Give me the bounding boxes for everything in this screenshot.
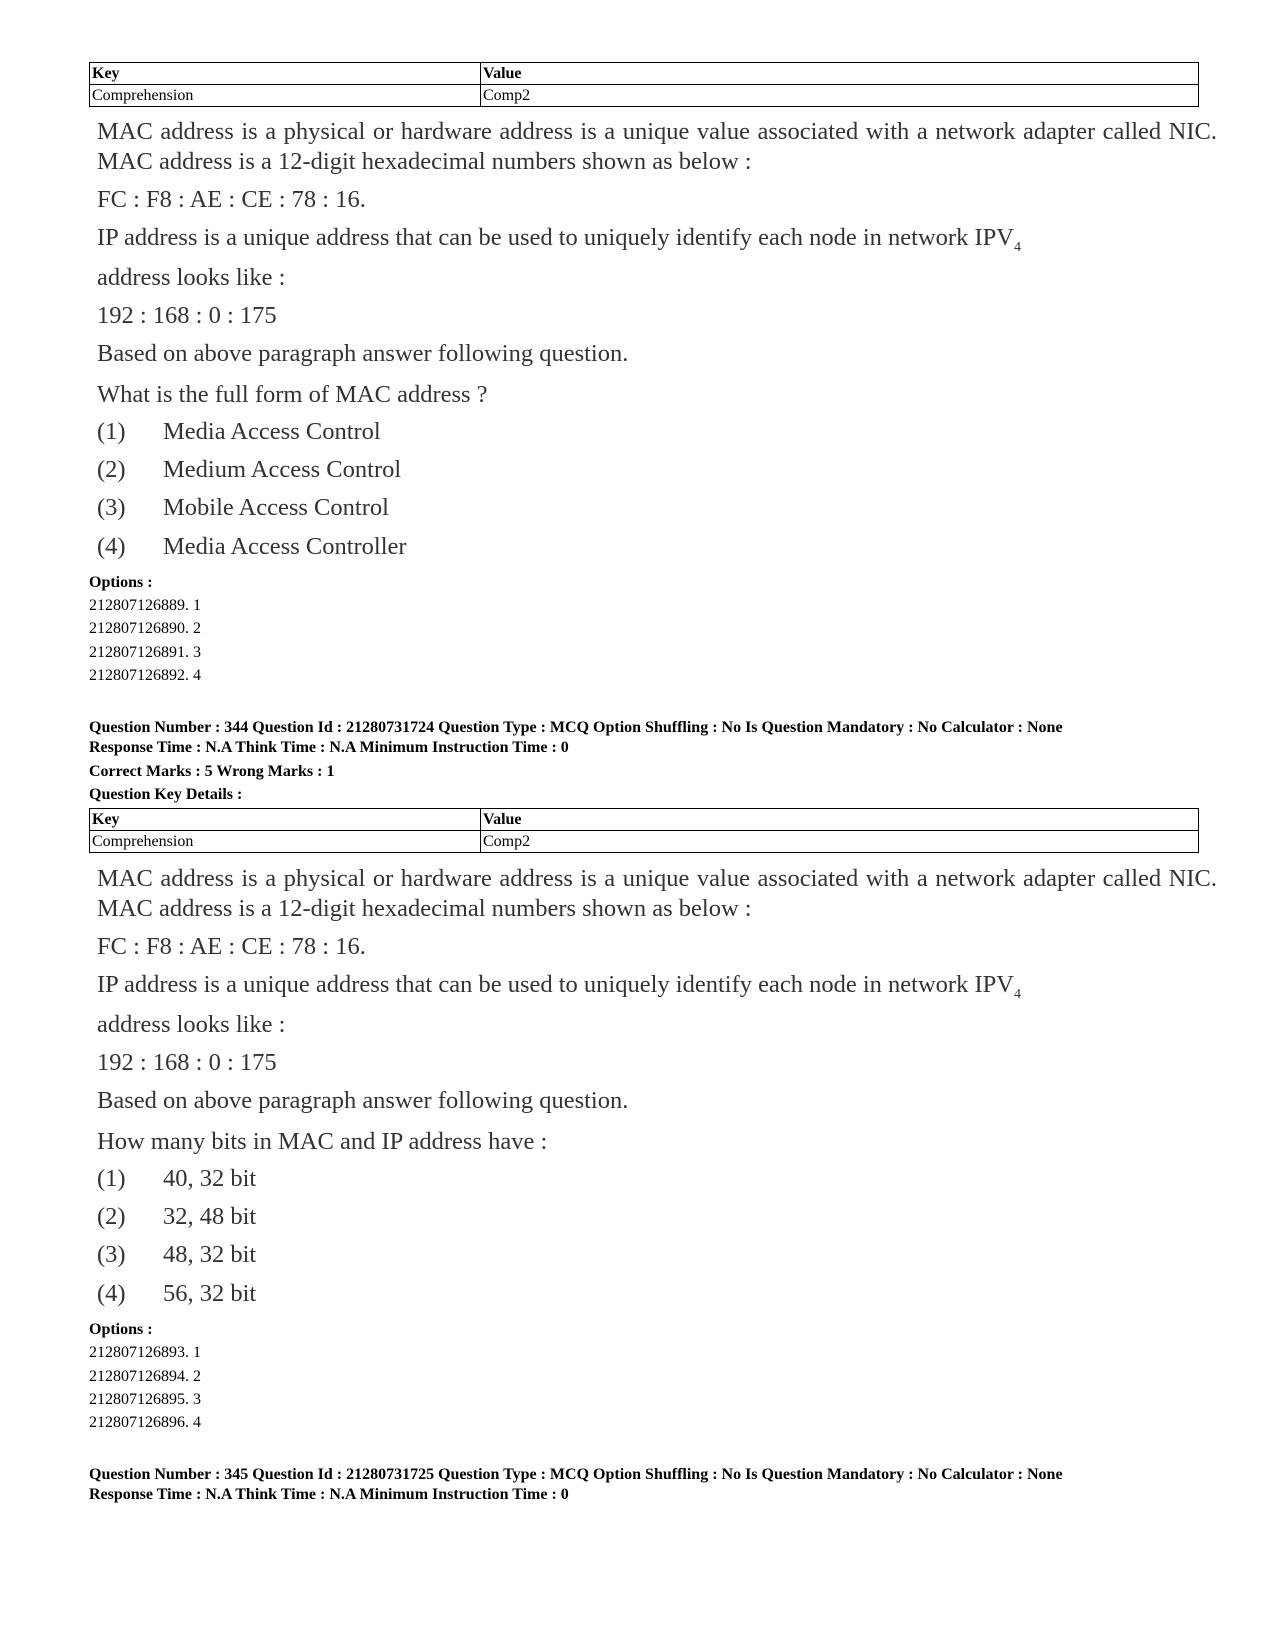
question-meta-line: Response Time : N.A Think Time : N.A Minimum Instruction Time : 0	[89, 739, 569, 756]
comprehension-passage	[97, 117, 1217, 369]
table-row	[90, 831, 1199, 853]
choice-item	[97, 533, 407, 561]
choice-item	[97, 1203, 256, 1231]
question-meta-line: Question Number : 345 Question Id : 21280731725 Question Type : MCQ Option Shuffling : No Is Question Mandatory : No Calculator : None	[89, 1466, 1063, 1483]
choice-text: 56, 32 bit	[163, 1280, 257, 1307]
option-id: 212807126891. 3	[89, 644, 201, 661]
table-row	[90, 85, 1199, 107]
passage-mac-paragraph: MAC address is a physical or hardware address is a unique value associated with a network adapter called NIC. MAC address is a 12-digit hexadecimal numbers shown as below :	[97, 118, 1217, 175]
comprehension-passage	[97, 864, 1217, 1116]
choice-number: (4)	[97, 1280, 126, 1307]
choice-number: (2)	[97, 1203, 126, 1230]
question-meta-line: Question Number : 344 Question Id : 21280731724 Question Type : MCQ Option Shuffling : No Is Question Mandatory : No Calculator : None	[89, 719, 1063, 736]
passage-ip-text: IP address is a unique address that can be used to uniquely identify each node in network IPV	[97, 971, 1014, 998]
choice-number: (2)	[97, 456, 126, 483]
option-id: 212807126896. 4	[89, 1414, 201, 1431]
choice-text: 32, 48 bit	[163, 1203, 257, 1230]
choice-text: Media Access Controller	[163, 533, 407, 560]
question-marks: Correct Marks : 5 Wrong Marks : 1	[89, 763, 335, 780]
question-key-table	[89, 808, 1199, 853]
choice-text: Medium Access Control	[163, 456, 402, 483]
question-text: How many bits in MAC and IP address have :	[97, 1128, 548, 1155]
passage-ip-tail: address looks like :	[97, 264, 286, 291]
value-cell: Comp2	[481, 85, 1199, 107]
choice-item	[97, 1165, 256, 1193]
choice-text: Media Access Control	[163, 418, 381, 445]
passage-instruction: Based on above paragraph answer following question.	[97, 340, 629, 367]
key-cell: Comprehension	[90, 85, 481, 107]
choice-item	[97, 1241, 256, 1269]
choice-item	[97, 456, 401, 484]
choice-number: (4)	[97, 533, 126, 560]
choice-text: 40, 32 bit	[163, 1165, 257, 1192]
choice-text: Mobile Access Control	[163, 494, 389, 521]
choice-number: (1)	[97, 418, 126, 445]
passage-ip-example: 192 : 168 : 0 : 175	[97, 302, 277, 329]
question-meta-line: Response Time : N.A Think Time : N.A Minimum Instruction Time : 0	[89, 1486, 569, 1503]
question-text: What is the full form of MAC address ?	[97, 381, 488, 408]
table-header-row	[90, 809, 1199, 831]
passage-ip-text: IP address is a unique address that can be used to uniquely identify each node in network IPV	[97, 224, 1014, 251]
option-id: 212807126893. 1	[89, 1344, 201, 1361]
value-cell: Comp2	[481, 831, 1199, 853]
option-id: 212807126894. 2	[89, 1368, 201, 1385]
choice-number: (1)	[97, 1165, 126, 1192]
passage-mac-example: FC : F8 : AE : CE : 78 : 16.	[97, 186, 366, 213]
choice-text: 48, 32 bit	[163, 1241, 257, 1268]
passage-ip-subscript: 4	[1013, 240, 1021, 255]
key-header: Key	[90, 63, 481, 85]
passage-ip-tail: address looks like :	[97, 1011, 286, 1038]
choice-item	[97, 494, 389, 522]
passage-ip-example: 192 : 168 : 0 : 175	[97, 1049, 277, 1076]
table-header-row	[90, 63, 1199, 85]
choice-number: (3)	[97, 494, 126, 521]
key-header: Key	[90, 809, 481, 831]
options-label: Options :	[89, 1321, 153, 1338]
question-key-details-label: Question Key Details :	[89, 786, 243, 803]
passage-ip-paragraph	[97, 970, 1217, 1010]
option-id: 212807126895. 3	[89, 1391, 201, 1408]
option-id: 212807126889. 1	[89, 597, 201, 614]
passage-instruction: Based on above paragraph answer following question.	[97, 1087, 629, 1114]
key-cell: Comprehension	[90, 831, 481, 853]
choice-number: (3)	[97, 1241, 126, 1268]
option-id: 212807126890. 2	[89, 620, 201, 637]
value-header: Value	[481, 63, 1199, 85]
question-key-table	[89, 62, 1199, 107]
choice-item	[97, 1280, 256, 1308]
passage-ip-subscript: 4	[1013, 987, 1021, 1002]
passage-mac-example: FC : F8 : AE : CE : 78 : 16.	[97, 933, 366, 960]
option-id: 212807126892. 4	[89, 667, 201, 684]
passage-ip-paragraph	[97, 223, 1217, 263]
value-header: Value	[481, 809, 1199, 831]
passage-mac-paragraph: MAC address is a physical or hardware address is a unique value associated with a network adapter called NIC. MAC address is a 12-digit hexadecimal numbers shown as below :	[97, 865, 1217, 922]
choice-item	[97, 418, 381, 446]
options-label: Options :	[89, 574, 153, 591]
